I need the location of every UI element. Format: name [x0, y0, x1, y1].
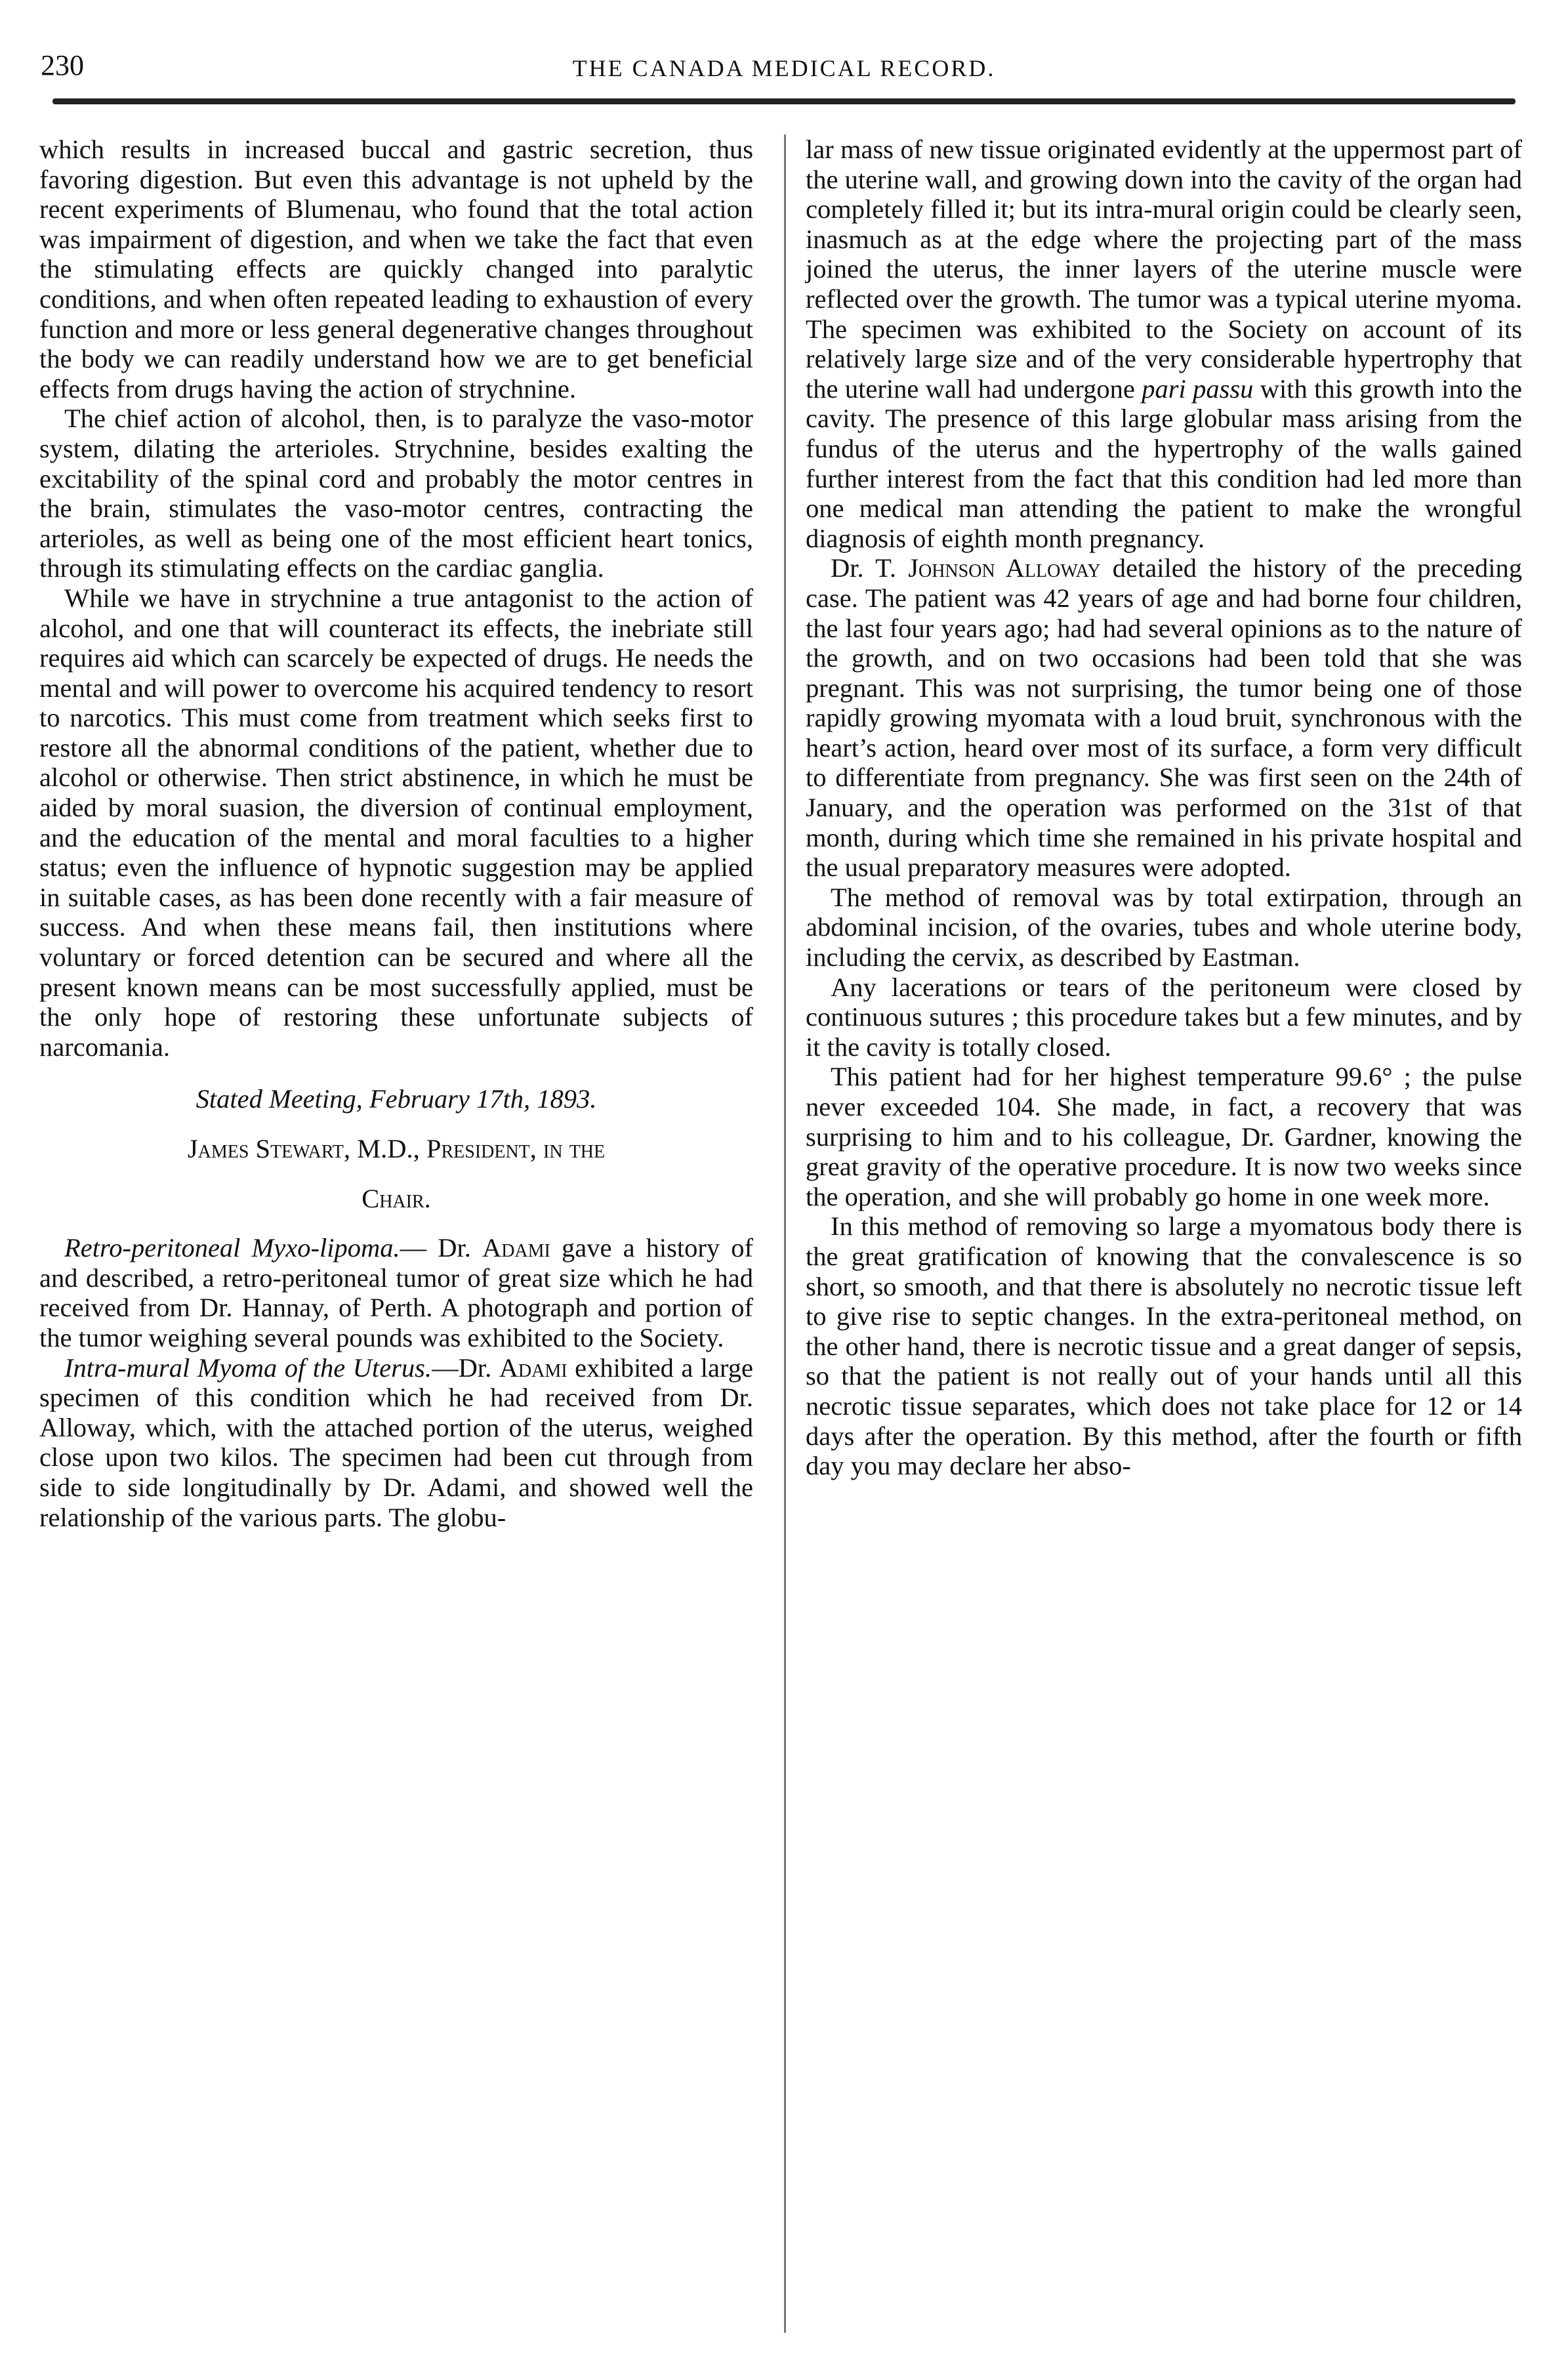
section-title: Intra-mural Myoma of the Uterus.: [64, 1352, 432, 1383]
author-name: Adami: [482, 1233, 550, 1263]
paragraph: Any lacerations or tears of the peritoneum were closed by continuous sutures ; this procedure takes but a few minutes, and by it the cavity is totally closed.: [806, 972, 1522, 1062]
paragraph: While we have in strychnine a true antagonist to the action of alcohol, and one that will counteract its effects, the inebriate still requires aid which can scarcely be expected of drugs. He needs the mental and will power to overcome his acquired tendency to resort to narcotics. This must come from treatment which seeks first to restore all the abnormal conditions of the patient, whether due to alcohol or otherwise. Then strict abstinence, in which he must be aided by moral suasion, the diversion of continual employment, and the education of the mental and moral faculties to a higher status; even the influence of hypnotic suggestion may be applied in suitable cases, as has been done recently with a fair measure of success. And when these means fail, then institutions where voluntary or forced detention can be secured and where all the present known means can be most successfully applied, must be the only hope of restoring these unfortunate subjects of narcomania.: [39, 583, 753, 1062]
dash: — Dr.: [400, 1233, 482, 1263]
paragraph: [39, 1233, 753, 1352]
paragraph: The method of removal was by total extirpation, through an abdominal incision, of the ovaries, tubes and whole uterine body, including the cervix, as described by Eastman.: [806, 882, 1522, 972]
paragraph: [39, 1353, 753, 1533]
paragraph: In this method of removing so large a myomatous body there is the great gratification of knowing that the convalescence is so short, so smooth, and that there is absolutely no necrotic tissue left to give rise to septic changes. In the extra-peritoneal method, on the other hand, there is necrotic tissue and a great danger of sepsis, so that the patient is not really out of your hands until all this necrotic tissue separates, which does not take place for 12 or 14 days after the operation. By this method, after the fourth or fifth day you may declare her abso-: [806, 1211, 1522, 1481]
chair-line: James Stewart, M.D., President, in the: [187, 1134, 606, 1163]
paragraph-text: gave a history of and described, a retro-peritoneal tumor of great size which he had received from Dr. Hannay, of Perth. A photograph and portion of the tumor weighing several pounds was exhibited to the Society.: [39, 1233, 754, 1352]
paragraph: The chief action of alcohol, then, is to paralyze the vaso-motor system, dilating the arterioles. Strychnine, besides exalting the excitability of the spinal cord and probably the motor centres in the brain, stimulates the vaso-motor centres, contracting the arterioles, as well as being one of the most efficient heart tonics, through its stimulating effects on the cardiac ganglia.: [39, 404, 753, 583]
meeting-date: Stated Meeting, February 17th,: [196, 1084, 531, 1114]
meeting-heading: [39, 1084, 753, 1114]
dash: —Dr.: [432, 1352, 499, 1383]
author-name: Johnson Alloway: [908, 553, 1101, 583]
right-column: [806, 135, 1522, 1481]
section-title: Retro-peritoneal Myxo-lipoma.: [64, 1233, 400, 1263]
page-number: 230: [41, 49, 84, 81]
header-rule: [52, 98, 1516, 104]
paragraph: This patient had for her highest temperature 99.6° ; the pulse never exceeded 104. She made, in fact, a recovery that was surprising to him and to his colleague, Dr. Gardner, knowing the great gravity of the operative procedure. It is now two weeks since the operation, and she will probably go home in one week more.: [806, 1062, 1522, 1211]
column-divider: [784, 135, 786, 2333]
paragraph-text: with this growth into the cavity. The presence of this large globular mass arising from the fundus of the uterus and the hypertrophy of the walls gained further interest from the fact that this condition had led more than one medical man attending the patient to make the wrongful diagnosis of eighth month pregnancy.: [806, 373, 1522, 553]
paragraph: which results in increased buccal and gastric secretion, thus favoring digestion. But even this advantage is not upheld by the recent experiments of Blumenau, who found that the total action was impairment of digestion, and when we take the fact that even the stimulating effects are quickly changed into paralytic conditions, and when often repeated leading to exhaustion of every function and more or less general degenerative changes throughout the body we can readily understand how we are to get beneficial effects from drugs having the action of strychnine.: [39, 135, 753, 404]
chair-line-2: Chair.: [361, 1183, 431, 1213]
running-title: THE CANADA MEDICAL RECORD.: [572, 55, 996, 81]
paragraph-text: lar mass of new tissue originated evidently at the uppermost part of the uterine wall, and growing down into the cavity of the organ had completely filled it; but its intra-mural origin could be clearly seen, inasmuch as at the edge where the projecting part of the mass joined the uterus, the inner layers of the uterine muscle were reflected over the growth. The tumor was a typical uterine myoma. The specimen was exhibited to the Society on account of its relatively large size and of the very considerable hypertrophy that the uterine wall had undergone: [806, 135, 1522, 404]
latin-phrase: pari passu: [1142, 373, 1254, 404]
paragraph-text: detailed the history of the preceding case. The patient was 42 years of age and had borne four children, the last four years ago; had had several opinions as to the nature of the growth, and on two occasions had been told that she was pregnant. This was not surprising, the tumor being one of those rapidly growing myomata with a loud bruit, synchronous with the heart’s action, heard over most of its surface, a form very difficult to differentiate from pregnancy. She was first seen on the 24th of January, and the operation was performed on the 31st of that month, during which time she remained in his private hospital and the usual preparatory measures were adopted.: [806, 553, 1522, 883]
author-name: Adami: [499, 1352, 567, 1383]
name-prefix: Dr. T.: [831, 553, 909, 583]
meeting-year: 1893.: [530, 1084, 597, 1114]
paragraph: [806, 553, 1522, 883]
paragraph: [806, 135, 1522, 553]
left-column: [39, 135, 753, 1532]
paragraph-text: exhibited a large specimen of this condition which he had received from Dr. Alloway, which, with the attached portion of the uterus, weighed close upon two kilos. The specimen had been cut through from side to side longitudinally by Dr. Adami, and showed well the relationship of the various parts. The globu-: [39, 1352, 753, 1532]
